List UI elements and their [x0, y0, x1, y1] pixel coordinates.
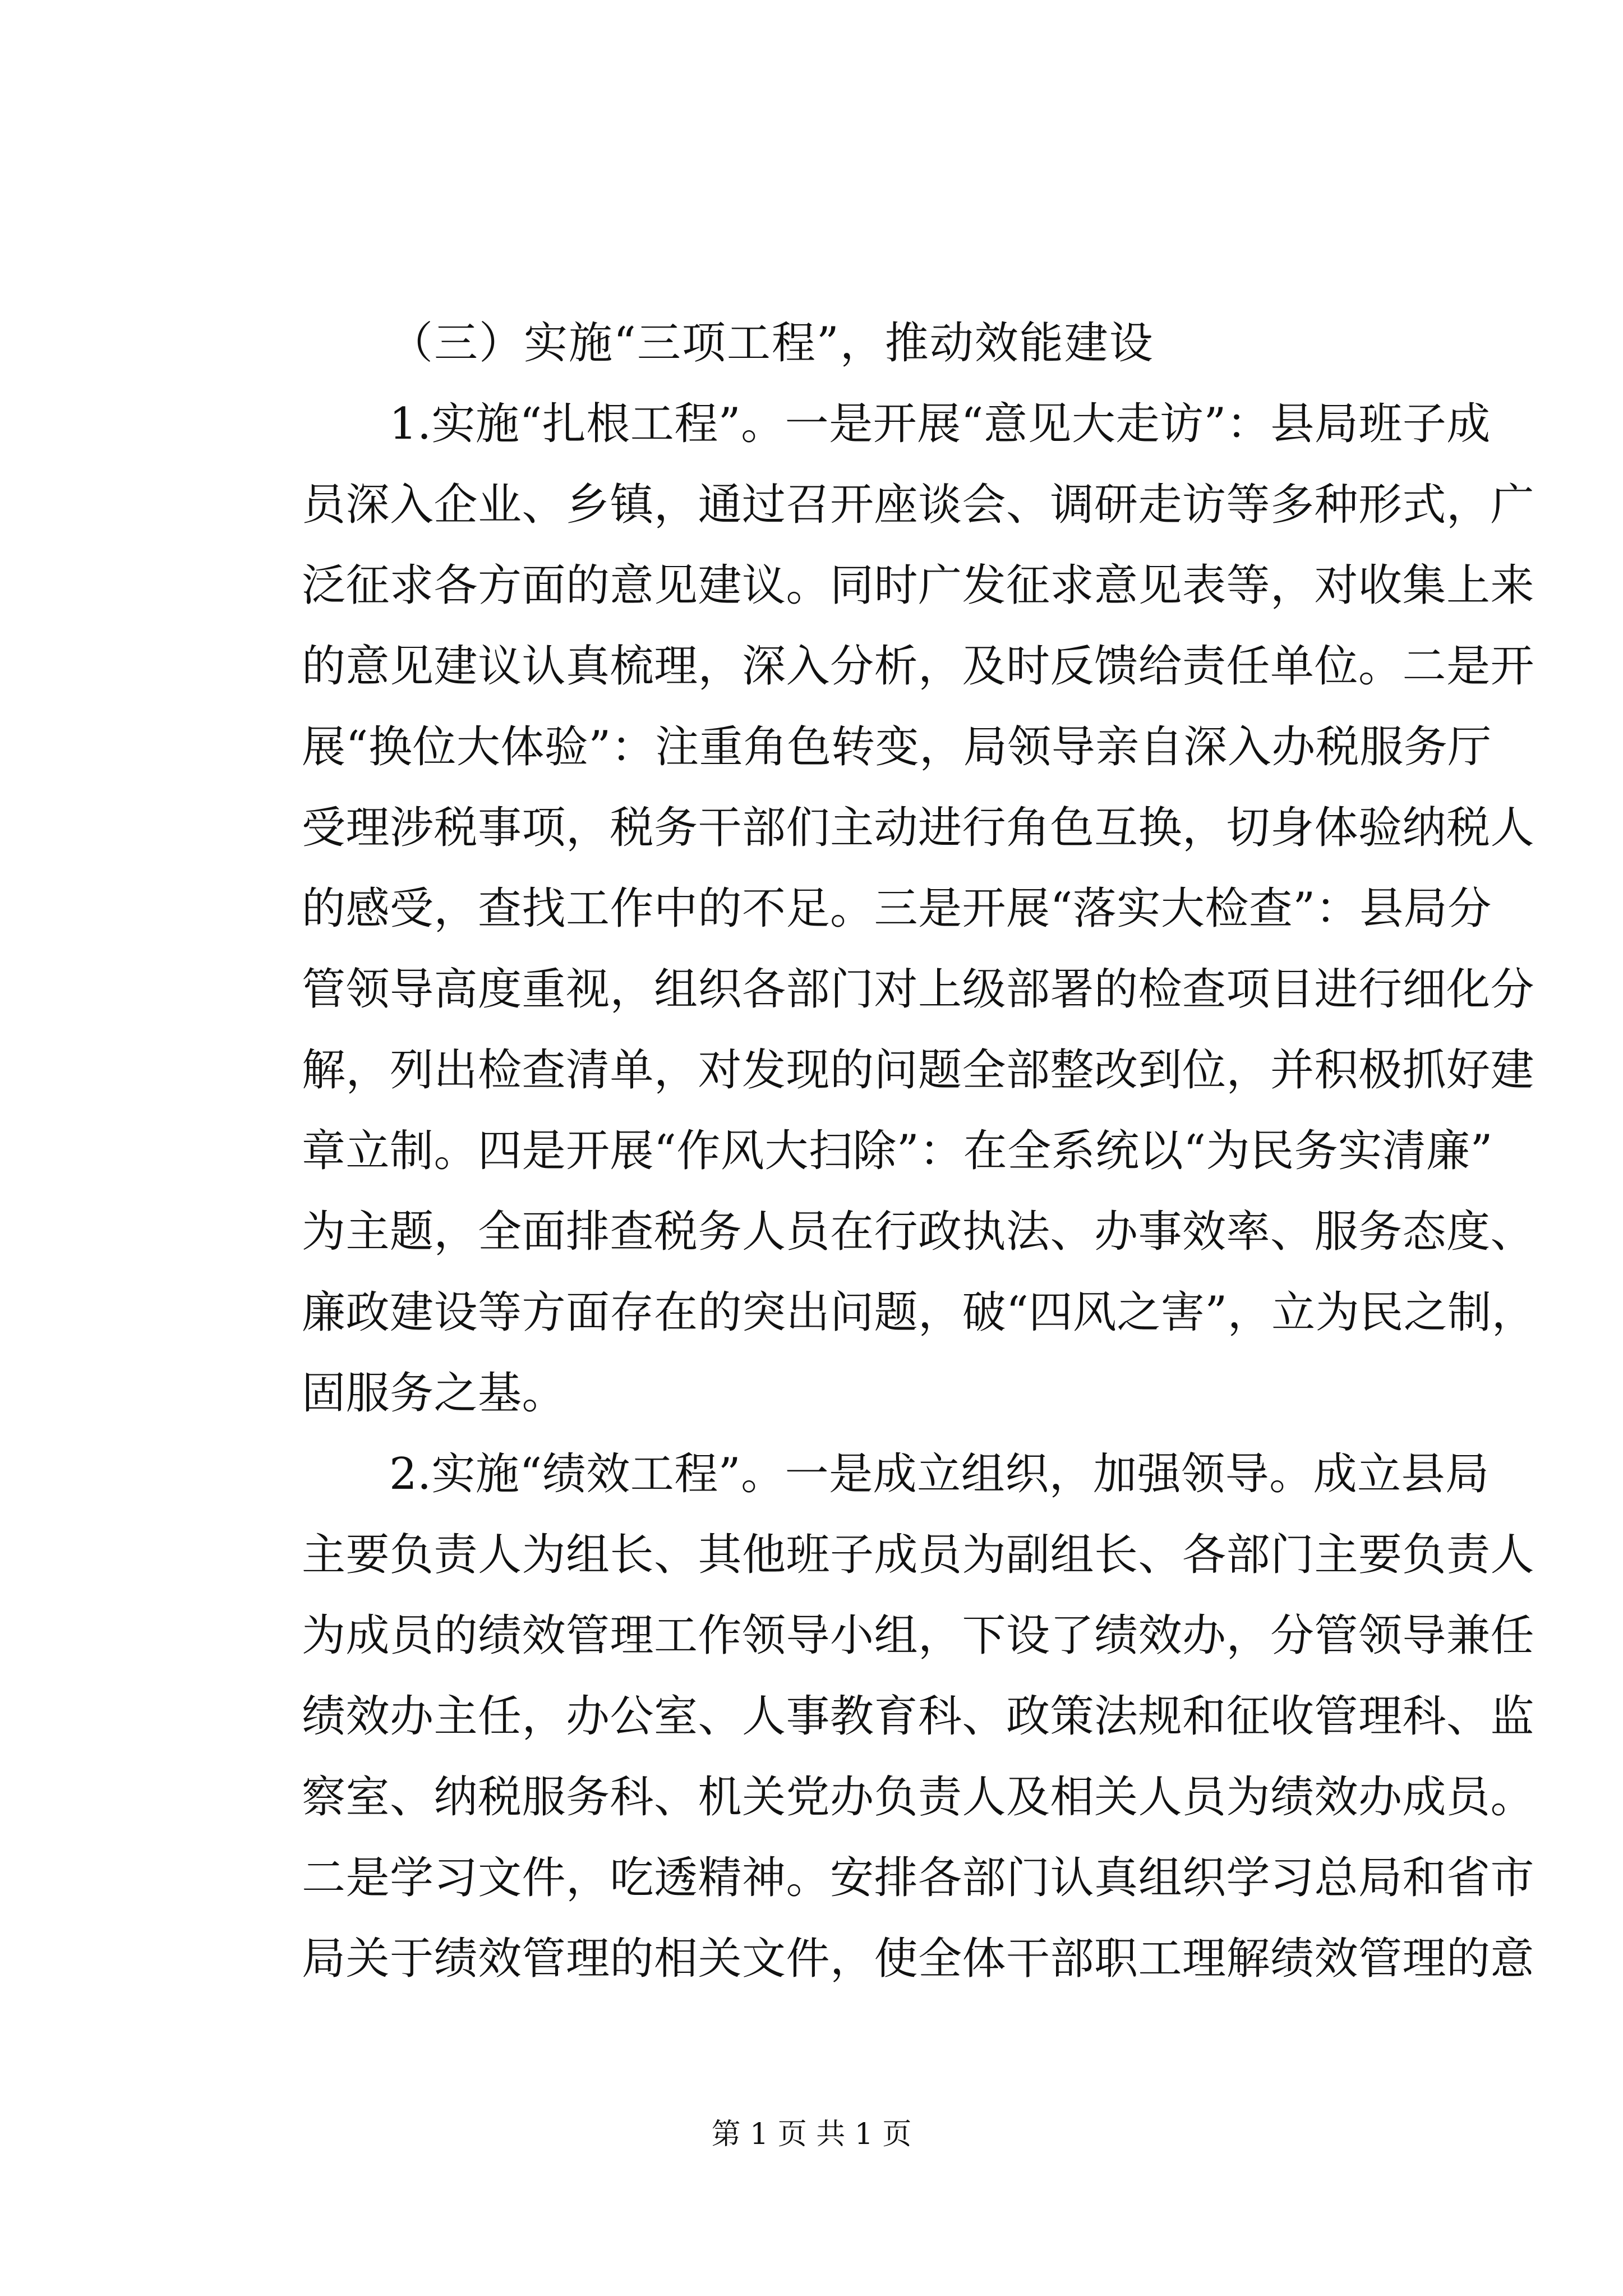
document-body — [302, 303, 1536, 1999]
body-text — [302, 384, 1536, 1999]
paragraph-first-line: 2.实施“绩效工程”。一是成立组织，加强领导。成立县局 — [389, 1449, 1490, 1499]
paragraph-line: 展“换位大体验”：注重角色转变，局领导亲自深入办税服务厅 — [302, 722, 1492, 772]
paragraph-line: 泛征求各方面的意见建议。同时广发征求意见表等，对收集上来 — [302, 560, 1535, 611]
paragraph-line: 员深入企业、乡镇，通过召开座谈会、调研走访等多种形式，广 — [302, 480, 1535, 530]
page-footer: 第 1 页 共 1 页 — [711, 2118, 912, 2151]
paragraph-line: 固服务之基。 — [302, 1368, 566, 1419]
paragraph-line: 管领导高度重视，组织各部门对上级部署的检查项目进行细化分 — [302, 964, 1535, 1015]
paragraph-line: 绩效办主任，办公室、人事教育科、政策法规和征收管理科、监 — [302, 1691, 1535, 1742]
paragraph-line: 主要负责人为组长、其他班子成员为副组长、各部门主要负责人 — [302, 1530, 1535, 1580]
paragraph-line: 受理涉税事项，税务干部们主动进行角色互换，切身体验纳税人 — [302, 803, 1535, 853]
section-heading: （三）实施“三项工程”，推动效能建设 — [389, 318, 1154, 369]
paragraph-first-line: 1.实施“扎根工程”。一是开展“意见大走访”：县局班子成 — [389, 399, 1491, 449]
paragraph-line: 为主题，全面排查税务人员在行政执法、办事效率、服务态度、 — [302, 1207, 1535, 1257]
paragraph-line: 二是学习文件，吃透精神。安排各部门认真组织学习总局和省市 — [302, 1853, 1535, 1903]
paragraph-line: 廉政建设等方面存在的突出问题，破“四风之害”，立为民之制， — [302, 1287, 1536, 1338]
paragraph-line: 察室、纳税服务科、机关党办负责人及相关人员为绩效办成员。 — [302, 1772, 1535, 1823]
paragraph-line: 章立制。四是开展“作风大扫除”：在全系统以“为民务实清廉” — [302, 1126, 1493, 1176]
paragraph-line: 解，列出检查清单，对发现的问题全部整改到位，并积极抓好建 — [302, 1045, 1535, 1096]
paragraph-line: 为成员的绩效管理工作领导小组，下设了绩效办，分管领导兼任 — [302, 1611, 1535, 1661]
paragraph-line: 局关于绩效管理的相关文件，使全体干部职工理解绩效管理的意 — [302, 1934, 1535, 1984]
paragraph-line: 的意见建议认真梳理，深入分析，及时反馈给责任单位。二是开 — [302, 641, 1535, 692]
paragraph-line: 的感受，查找工作中的不足。三是开展“落实大检查”：县局分 — [302, 884, 1492, 934]
